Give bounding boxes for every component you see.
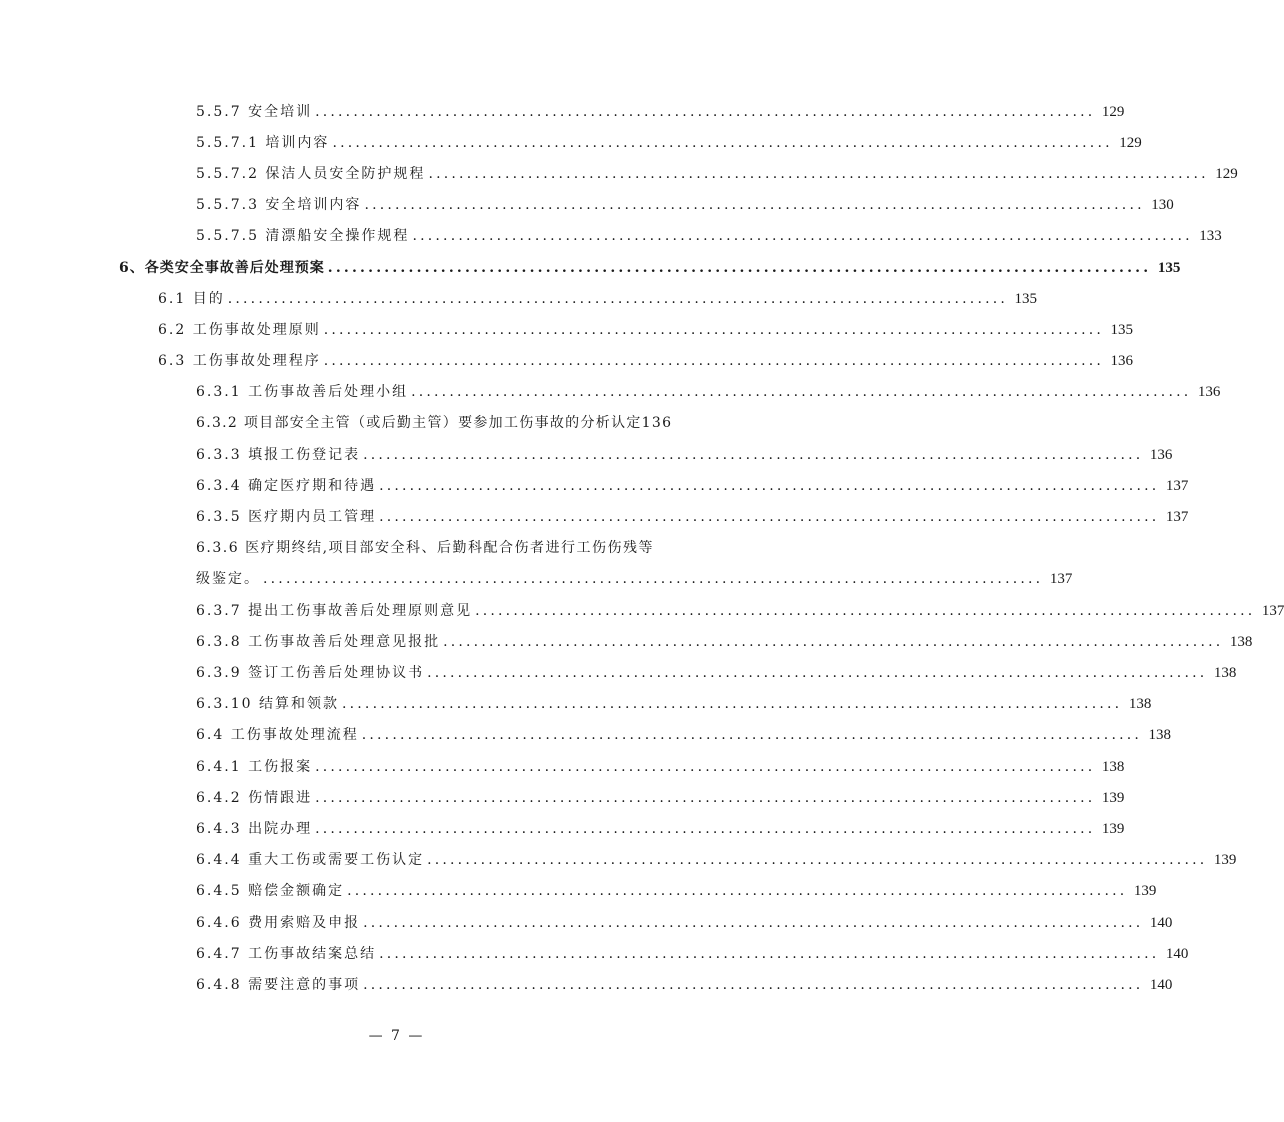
toc-entry-page: 140 [1149, 977, 1173, 993]
toc-entry[interactable] [196, 131, 1142, 155]
toc-entry-title: 级鉴定。 [196, 571, 260, 587]
toc-entry-title: 6.4.2 伤情跟进 [196, 790, 313, 806]
toc-entry-title: 5.5.7 安全培训 [196, 104, 313, 120]
dot-leader: ...................................................................................................... [347, 883, 1128, 899]
toc-entry[interactable] [196, 100, 1125, 124]
toc-entry[interactable] [196, 661, 1237, 685]
toc-entry[interactable] [196, 942, 1189, 966]
toc-entry-title: 6.3.4 确定医疗期和待遇 [196, 478, 377, 494]
toc-entry-page: 137 [1165, 478, 1189, 494]
toc-entry[interactable] [196, 193, 1174, 217]
toc-entry[interactable] [196, 224, 1222, 248]
toc-entry-line1[interactable]: 6.3.6 医疗期终结,项目部安全科、后勤科配合伤者进行工伤伤残等 [196, 540, 655, 556]
toc-entry[interactable] [196, 505, 1189, 529]
dot-leader: ...................................................................................................... [412, 228, 1193, 244]
dot-leader: ...................................................................................................... [411, 384, 1192, 400]
dot-leader: ...................................................................................................... [475, 603, 1256, 619]
toc-entry-page: 135 [1110, 322, 1134, 338]
toc-entry-page: 138 [1213, 665, 1237, 681]
toc-entry[interactable] [196, 692, 1152, 716]
dot-leader: ...................................................................................................... [332, 135, 1113, 151]
toc-entry-title: 6.4.8 需要注意的事项 [196, 977, 361, 993]
dot-leader: ...................................................................................................... [315, 821, 1096, 837]
toc-entry[interactable] [196, 817, 1125, 841]
toc-entry-title: 6.4.3 出院办理 [196, 821, 313, 837]
toc-entry-title: 6、各类安全事故善后处理预案 [119, 260, 325, 276]
toc-entry-page: 129 [1215, 166, 1238, 182]
toc-entry-title: 6.2 工伤事故处理原则 [158, 322, 321, 338]
toc-entry-page: 136 [1197, 384, 1221, 400]
toc-entry-page: 136 [1149, 447, 1173, 463]
dot-leader: ...................................................................................................... [315, 790, 1096, 806]
toc-entry-title: 6.1 目的 [158, 291, 225, 307]
toc-entry[interactable] [196, 848, 1237, 872]
toc-entry-page: 139 [1101, 790, 1125, 806]
toc-entry[interactable] [158, 287, 1038, 311]
toc-entry[interactable] [196, 755, 1125, 779]
toc-entry-page: 140 [1149, 915, 1173, 931]
dot-leader: ...................................................................................................... [263, 571, 1044, 587]
toc-entry-page: 138 [1229, 634, 1253, 650]
toc-entry-title: 5.5.7.2 保洁人员安全防护规程 [196, 166, 426, 182]
toc-entry-page: 139 [1133, 883, 1157, 899]
toc-entry-title: 6.3.9 签订工伤善后处理协议书 [196, 665, 425, 681]
toc-entry-title: 6.3 工伤事故处理程序 [158, 353, 321, 369]
toc-entry[interactable] [196, 630, 1253, 654]
toc-entry[interactable] [196, 162, 1238, 186]
toc-entry[interactable] [196, 879, 1157, 903]
dot-leader: ...................................................................................................... [341, 696, 1123, 712]
dot-leader: ...................................................................................................... [427, 665, 1208, 681]
toc-entry-title: 6.4.7 工伤事故结案总结 [196, 946, 377, 962]
toc-entry[interactable] [158, 349, 1134, 373]
toc-entry-title: 5.5.7.3 安全培训内容 [196, 197, 362, 213]
toc-entry-title: 6.3.8 工伤事故善后处理意见报批 [196, 634, 441, 650]
toc-entry-title: 5.5.7.5 清漂船安全操作规程 [196, 228, 410, 244]
toc-entry-page: 133 [1199, 228, 1222, 244]
dot-leader: ...................................................................................................... [363, 447, 1144, 463]
toc-entry[interactable] [196, 786, 1125, 810]
toc-entry[interactable] [196, 723, 1172, 747]
dot-leader: ...................................................................................................... [443, 634, 1224, 650]
toc-entry-long[interactable]: 6.3.2 项目部安全主管（或后勤主管）要参加工伤事故的分析认定136 [196, 415, 673, 431]
toc-entry-page: 138 [1148, 727, 1172, 743]
dot-leader: ...................................................................................................... [363, 915, 1144, 931]
dot-leader: ...................................................................................................... [323, 353, 1105, 369]
dot-leader: ...................................................................................................... [361, 727, 1143, 743]
dot-leader: ...................................................................................................... [315, 759, 1096, 775]
dot-leader: ...................................................................................................... [379, 478, 1160, 494]
toc-entry[interactable] [196, 599, 1284, 623]
toc-entry-page: 135 [1157, 260, 1181, 276]
toc-entry-title: 6.4 工伤事故处理流程 [196, 727, 359, 743]
toc-entry-page: 140 [1165, 946, 1189, 962]
dot-leader: ...................................................................................................... [427, 852, 1208, 868]
dot-leader: ...................................................................................................... [315, 104, 1096, 120]
dot-leader: ...................................................................................................... [379, 946, 1160, 962]
toc-entry-page: 130 [1151, 197, 1174, 213]
toc-entry-page: 129 [1101, 104, 1125, 120]
dot-leader: ...................................................................................................... [363, 977, 1144, 993]
dot-leader: ...................................................................................................... [323, 322, 1105, 338]
toc-entry-page: 138 [1128, 696, 1152, 712]
toc-entry-page: 139 [1101, 821, 1125, 837]
toc-entry[interactable] [196, 443, 1173, 467]
toc-entry-title: 6.3.10 结算和领款 [196, 696, 339, 712]
toc-entry-title: 6.4.4 重大工伤或需要工伤认定 [196, 852, 425, 868]
toc-entry-title: 6.4.1 工伤报案 [196, 759, 313, 775]
toc-entry-page: 136 [1110, 353, 1134, 369]
toc-entry-continuation[interactable] [196, 567, 1073, 591]
toc-entry-page: 137 [1165, 509, 1189, 525]
toc-entry-page: 138 [1101, 759, 1125, 775]
toc-entry[interactable] [196, 380, 1221, 404]
toc-entry-page: 137 [1261, 603, 1284, 619]
dot-leader: ...................................................................................................... [327, 260, 1152, 276]
dot-leader: ...................................................................................................... [428, 166, 1209, 182]
toc-entry[interactable] [158, 318, 1134, 342]
page-number-footer: — 7 — [368, 1028, 425, 1044]
toc-entry-title: 6.3.1 工伤事故善后处理小组 [196, 384, 409, 400]
toc-entry[interactable] [196, 474, 1189, 498]
toc-entry-title: 6.3.3 填报工伤登记表 [196, 447, 361, 463]
toc-entry-title: 6.4.5 赔偿金额确定 [196, 883, 345, 899]
toc-entry-page: 139 [1213, 852, 1237, 868]
toc-entry-page: 135 [1014, 291, 1038, 307]
toc-chapter-entry[interactable] [119, 256, 1181, 280]
dot-leader: ...................................................................................................... [379, 509, 1160, 525]
dot-leader: ...................................................................................................... [227, 291, 1009, 307]
toc-entry[interactable] [196, 973, 1173, 997]
toc-entry-title: 6.3.5 医疗期内员工管理 [196, 509, 377, 525]
toc-entry[interactable] [196, 911, 1173, 935]
toc-entry-page: 137 [1049, 571, 1073, 587]
toc-entry-title: 6.3.7 提出工伤事故善后处理原则意见 [196, 603, 473, 619]
toc-entry-title: 5.5.7.1 培训内容 [196, 135, 330, 151]
toc-entry-title: 6.4.6 费用索赔及申报 [196, 915, 361, 931]
dot-leader: ...................................................................................................... [364, 197, 1145, 213]
toc-entry-page: 129 [1119, 135, 1142, 151]
